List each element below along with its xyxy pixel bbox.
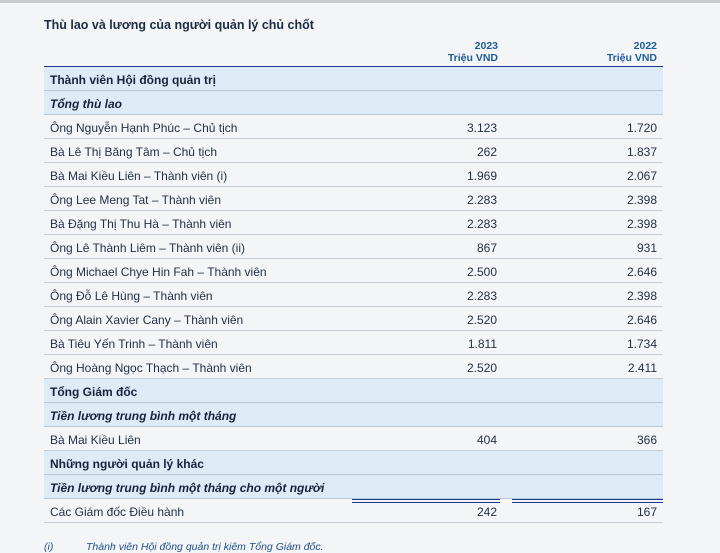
table-row (44, 115, 663, 139)
footnote-text: Thành viên Hội đồng quản trị kiêm Tổng Giám đốc. (86, 541, 324, 553)
value-2023: 2.283 (466, 193, 497, 207)
value-2023: 1.969 (466, 169, 497, 183)
row-label: Ông Michael Chye Hin Fah – Thành viên (50, 265, 267, 279)
row-label: Ông Alain Xavier Cany – Thành viên (50, 313, 244, 327)
value-2023: 242 (476, 505, 497, 519)
section-header-row (44, 379, 663, 403)
section-header-row (44, 67, 663, 91)
subsection-header-row (44, 403, 663, 427)
row-label: Ông Hoàng Ngọc Thạch – Thành viên (50, 361, 252, 375)
value-2023: 262 (476, 145, 497, 159)
value-2022: 2.398 (626, 193, 657, 207)
row-label: Bà Đặng Thị Thu Hà – Thành viên (50, 217, 232, 231)
value-2023: 404 (476, 433, 497, 447)
row-label: Bà Mai Kiều Liên (50, 433, 141, 447)
row-label: Ông Lee Meng Tat – Thành viên (50, 193, 222, 207)
value-2023: 2.283 (466, 289, 497, 303)
table-row (44, 355, 663, 379)
subsection-header-row (44, 91, 663, 115)
value-2023: 1.811 (467, 337, 497, 351)
page-top-edge (0, 0, 720, 3)
value-2022: 366 (636, 433, 657, 447)
row-label: Tổng thù lao (50, 97, 122, 111)
value-2022: 2.646 (626, 313, 657, 327)
subsection-header-row (44, 475, 663, 499)
total-rule-2023 (352, 499, 500, 500)
column-year: 2022 (633, 40, 657, 52)
column-unit: Triệu VND (447, 52, 498, 64)
value-2022: 1.734 (626, 337, 657, 351)
column-unit: Triệu VND (606, 52, 657, 64)
row-label: Tiền lương trung bình một tháng cho một người (50, 481, 325, 495)
row-label: Bà Mai Kiều Liên – Thành viên (i) (50, 169, 228, 183)
table-row (44, 163, 663, 187)
row-label: Các Giám đốc Điều hành (50, 505, 185, 519)
table-row (44, 235, 663, 259)
column-header-2022 (537, 40, 657, 64)
value-2023: 3.123 (466, 121, 497, 135)
row-label: Tiền lương trung bình một tháng (50, 409, 237, 423)
value-2022: 2.646 (626, 265, 657, 279)
value-2022: 2.398 (626, 217, 657, 231)
value-2023: 2.520 (466, 361, 497, 375)
row-label: Ông Đỗ Lê Hùng – Thành viên (50, 289, 213, 303)
remuneration-table (44, 67, 663, 523)
value-2023: 2.283 (466, 217, 497, 231)
row-label: Bà Tiêu Yến Trinh – Thành viên (50, 337, 218, 351)
value-2022: 2.067 (626, 169, 657, 183)
value-2023: 2.520 (466, 313, 497, 327)
value-2022: 1.720 (626, 121, 657, 135)
total-rule-2022-b (512, 502, 663, 503)
table-row (44, 211, 663, 235)
row-label: Tổng Giám đốc (50, 385, 138, 399)
value-2023: 867 (476, 241, 497, 255)
table-row (44, 283, 663, 307)
row-label: Ông Nguyễn Hạnh Phúc – Chủ tịch (50, 121, 238, 135)
row-label: Thành viên Hội đồng quản trị (50, 73, 216, 87)
footnote-marker: (i) (44, 541, 54, 553)
column-header-2023 (378, 40, 498, 64)
total-rule-2022 (512, 499, 663, 500)
value-2022: 1.837 (626, 145, 657, 159)
table-row (44, 259, 663, 283)
total-rule-2023-b (352, 502, 500, 503)
page-title: Thù lao và lương của người quản lý chủ chốt (44, 18, 314, 32)
value-2022: 931 (636, 241, 657, 255)
row-label: Những người quản lý khác (50, 457, 204, 471)
value-2022: 167 (636, 505, 657, 519)
table-row (44, 331, 663, 355)
section-header-row (44, 451, 663, 475)
table-row (44, 187, 663, 211)
table-row (44, 307, 663, 331)
table-row (44, 139, 663, 163)
row-label: Bà Lê Thị Băng Tâm – Chủ tịch (50, 145, 217, 159)
value-2022: 2.411 (627, 361, 657, 375)
value-2022: 2.398 (626, 289, 657, 303)
value-2023: 2.500 (466, 265, 497, 279)
table-row (44, 427, 663, 451)
column-year: 2023 (474, 40, 498, 52)
row-label: Ông Lê Thành Liêm – Thành viên (ii) (50, 241, 246, 255)
